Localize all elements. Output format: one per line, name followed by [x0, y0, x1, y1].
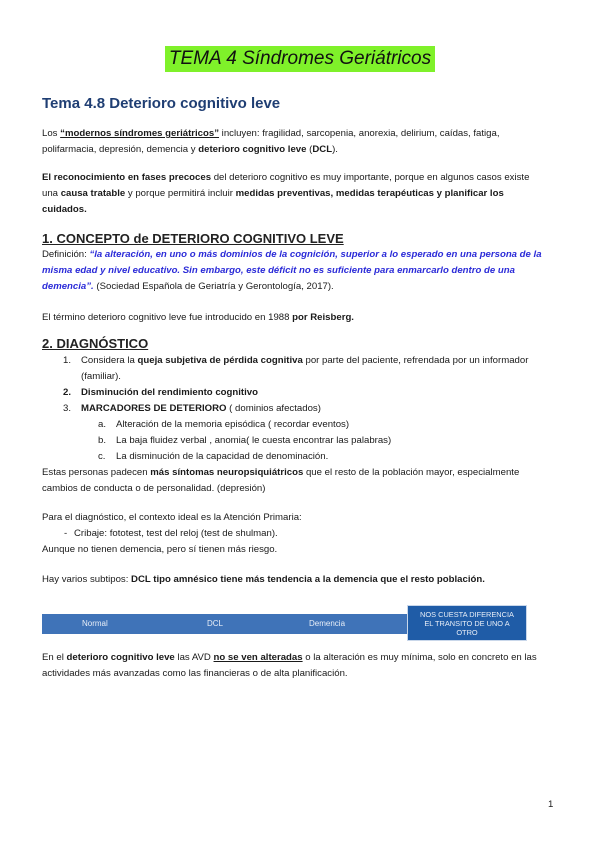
definition-paragraph: Definición: “la alteración, en uno o más dominios de la cognición, superior a lo esperado en una persona de la misma edad y nivel educativo. Sin embargo, este déficit no es suficiente para enmarcarlo dentro de una demencia”. (Sociedad Española de Geriatría y Gerontología, 2017). [42, 249, 542, 292]
list-item-continuation: (familiar). [81, 371, 121, 382]
stage-normal: Normal [82, 619, 108, 628]
document-title: TEMA 4 Síndromes Geriátricos [165, 46, 435, 72]
sub-list-item: a. Alteración de la memoria episódica ( recordar eventos) [98, 419, 350, 430]
progression-diagram [42, 605, 530, 639]
closing-paragraph: En el deterioro cognitivo leve las AVD no se ven alteradas o la alteración es muy mínima, solo en concreto en las actividades más avanzadas como las financieras o de alta planificación. [42, 652, 537, 679]
intro-paragraph-2: El reconocimiento en fases precoces del deterioro cognitivo es muy importante, porque en algunos casos existe una causa tratable y porque permitirá incluir medidas preventivas, medidas terapéuticas y planificar los cuidados. [42, 172, 530, 215]
topic-subtitle: Tema 4.8 Deterioro cognitivo leve [42, 95, 281, 112]
section-concepto-heading: 1. CONCEPTO de DETERIORO COGNITIVO LEVE [42, 231, 344, 246]
section-diagnostico-heading: 2. DIAGNÓSTICO [42, 336, 149, 351]
transition-note-box: NOS CUESTA DIFERENCIA EL TRANSITO DE UNO A OTRO [407, 605, 527, 641]
list-item: 3. MARCADORES DE DETERIORO ( dominios afectados) [63, 403, 321, 414]
neuro-paragraph-cont: cambios de conducta o de personalidad. (depresión) [42, 483, 266, 494]
list-item: 1. Considera la queja subjetiva de pérdida cognitiva por parte del paciente, refrendada por un informador [63, 355, 529, 366]
subtypes-paragraph: Hay varios subtipos: DCL tipo amnésico tiene más tendencia a la demencia que el resto población. [42, 574, 485, 585]
list-item: 2. Disminución del rendimiento cognitivo [63, 387, 258, 398]
diagnostic-list [42, 353, 562, 497]
intro-paragraph-1: Los “modernos síndromes geriátricos” incluyen: fragilidad, sarcopenia, anorexia, delirium, caídas, fatiga, polifarmacia, depresión, demencia y deterioro cognitivo leve (DCL). [42, 128, 500, 155]
primary-care-paragraph: Para el diagnóstico, el contexto ideal es la Atención Primaria: - Cribaje: fototest, test del reloj (test de shulman). Aunque no tienen demencia, pero sí tienen más riesgo. [42, 512, 302, 555]
page-number: 1 [548, 799, 554, 810]
stage-demencia: Demencia [309, 619, 346, 628]
stage-dcl: DCL [207, 619, 224, 628]
sub-list-item: c. La disminución de la capacidad de denominación. [98, 451, 329, 462]
sub-list-item: b. La baja fluidez verbal , anomia( le cuesta encontrar las palabras) [98, 435, 392, 446]
reisberg-paragraph: El término deterioro cognitivo leve fue introducido en 1988 por Reisberg. [42, 312, 354, 323]
neuro-paragraph: Estas personas padecen más síntomas neuropsiquiátricos que el resto de la población mayor, especialmente [42, 467, 520, 478]
